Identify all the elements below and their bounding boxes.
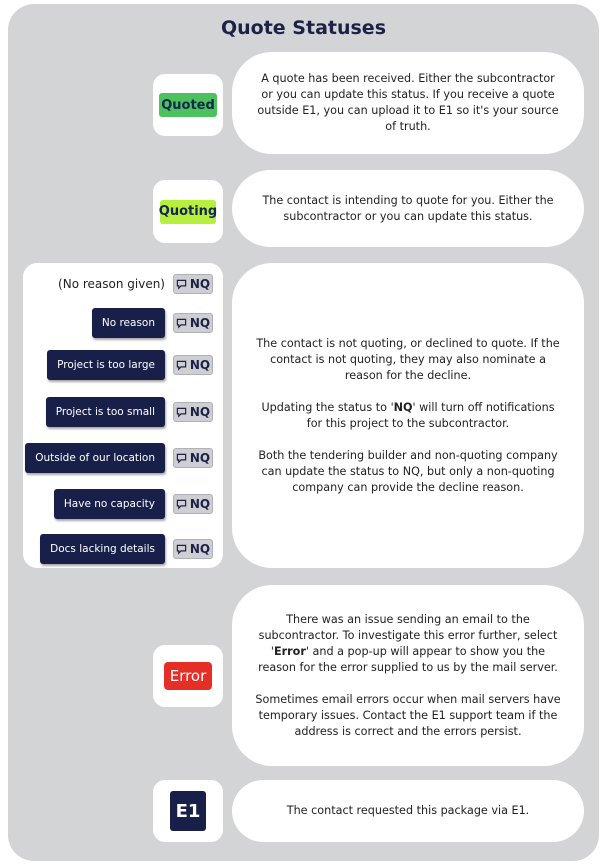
speech-bubble-icon bbox=[176, 318, 187, 329]
speech-bubble-icon bbox=[176, 453, 187, 464]
nq-reason-label: No reason bbox=[92, 308, 165, 338]
error-paragraph-2: Sometimes email errors occur when mail servers have temporary issues. Contact the E1 support team if the address is correct and the errors persist. bbox=[255, 692, 561, 738]
quoting-description: The contact is intending to quote for you. Either the subcontractor or you can update this status. bbox=[262, 193, 554, 223]
nq-reason-row bbox=[40, 534, 213, 564]
nq-badge: NQ bbox=[173, 355, 213, 375]
nq-reason-row bbox=[58, 274, 213, 294]
nq-badge: NQ bbox=[173, 313, 213, 333]
nq-reason-label: Outside of our location bbox=[25, 443, 165, 473]
speech-bubble-icon bbox=[176, 360, 187, 371]
nq-reason-row bbox=[46, 397, 213, 427]
page-title: Quote Statuses bbox=[220, 17, 387, 39]
nq-reason-label: Project is too large bbox=[47, 350, 165, 380]
nq-reason-row bbox=[92, 308, 213, 338]
nq-paragraph-3: Both the tendering builder and non-quoting company can update the status to NQ, but only a non-quoting company can provide the decline reason. bbox=[258, 448, 558, 494]
speech-bubble-icon bbox=[176, 544, 187, 555]
nq-reason-label: Have no capacity bbox=[54, 489, 165, 519]
nq-badge: NQ bbox=[173, 539, 213, 559]
nq-reason-row bbox=[25, 443, 213, 473]
nq-description-card bbox=[232, 263, 584, 568]
e1-badge-card bbox=[153, 780, 223, 842]
quoting-description-card bbox=[232, 170, 584, 247]
nq-badge: NQ bbox=[173, 448, 213, 468]
nq-paragraph-2: Updating the status to 'NQ' will turn off notifications for this project to the subcontractor. bbox=[261, 400, 555, 430]
quoted-badge: Quoted bbox=[159, 93, 217, 117]
quoting-badge: Quoting bbox=[160, 200, 216, 224]
quoting-badge-card bbox=[153, 180, 223, 243]
quoted-description: A quote has been received. Either the subcontractor or you can update this status. If you receive a quote outside E1, you can upload it to E1 so it's your source of truth. bbox=[257, 72, 559, 133]
error-badge: Error bbox=[164, 662, 212, 690]
nq-reason-row bbox=[47, 350, 213, 380]
e1-description-card bbox=[232, 780, 584, 842]
error-description-card bbox=[232, 585, 584, 766]
speech-bubble-icon bbox=[176, 407, 187, 418]
nq-reason-label: Docs lacking details bbox=[40, 534, 165, 564]
error-badge-card bbox=[153, 645, 223, 707]
e1-logo: E1 bbox=[170, 791, 206, 831]
nq-badge: NQ bbox=[173, 274, 213, 294]
nq-paragraph-1: The contact is not quoting, or declined to quote. If the contact is not quoting, they may also nominate a reason for the decline. bbox=[256, 336, 560, 382]
speech-bubble-icon bbox=[176, 279, 187, 290]
quoted-description-card bbox=[232, 52, 584, 154]
nq-badge: NQ bbox=[173, 402, 213, 422]
nq-reason-label: Project is too small bbox=[46, 397, 165, 427]
speech-bubble-icon bbox=[176, 499, 187, 510]
e1-description: The contact requested this package via E1. bbox=[286, 804, 530, 817]
nq-badge: NQ bbox=[173, 494, 213, 514]
quoted-badge-card bbox=[153, 74, 223, 136]
nq-reason-row bbox=[54, 489, 213, 519]
error-paragraph-1: There was an issue sending an email to the subcontractor. To investigate this error further, select 'Error' and a pop-up will appear to show you the reason for the error supplied to us by the mail server. bbox=[258, 612, 558, 674]
nq-reasons-card bbox=[23, 263, 223, 568]
nq-reason-label: (No reason given) bbox=[58, 277, 165, 291]
